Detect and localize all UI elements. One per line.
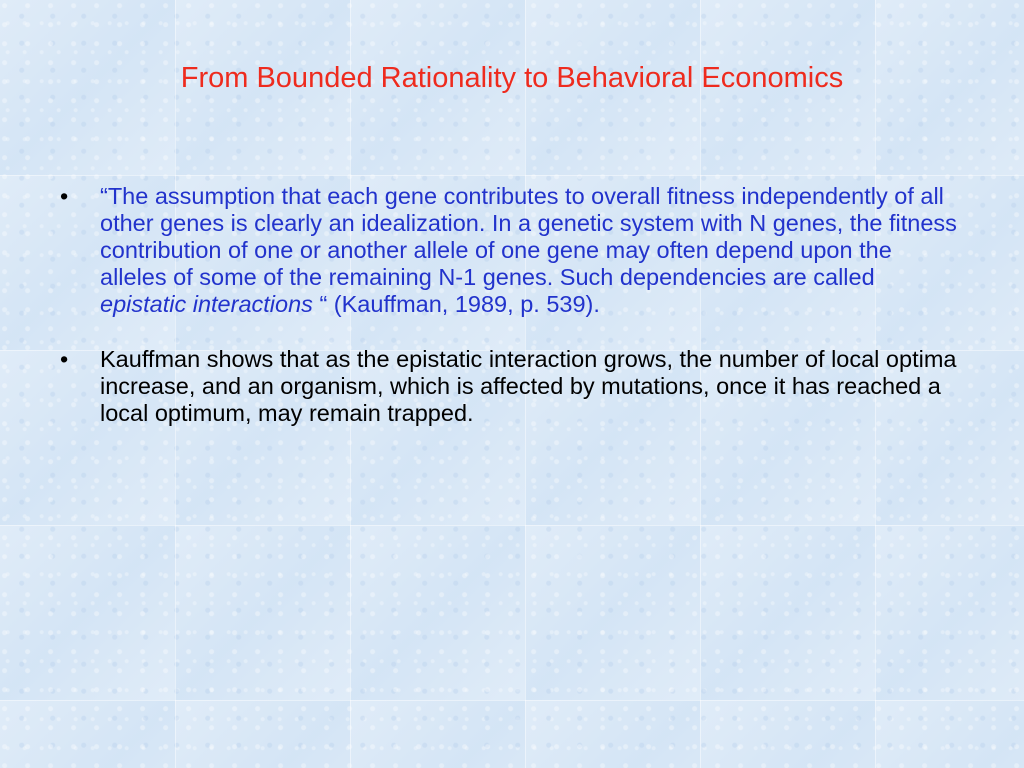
epistatic-interactions-term: epistatic interactions <box>100 291 313 317</box>
slide-body <box>60 183 960 455</box>
bullet-text: Kauffman shows that as the epistatic interaction grows, the number of local optima increase, and an organism, which is affected by mutations, once it has reached a local optimum, may remain trapped. <box>100 346 957 426</box>
background-tile-seam <box>0 525 1024 526</box>
bullet-item-kauffman <box>60 346 960 427</box>
quote-text: “The assumption that each gene contributes to overall fitness independently of all other genes is clearly an idealization. In a genetic system with N genes, the fitness contribution of one or another allele of one gene may often depend upon the alleles of some of the remaining N-1 genes. Such dependencies are called <box>100 183 957 290</box>
bullet-text <box>100 183 957 317</box>
bullet-marker: • <box>60 183 69 209</box>
background-tile-seam <box>0 700 1024 701</box>
slide-title: From Bounded Rationality to Behavioral Economics <box>180 62 844 94</box>
background-tile-seam <box>0 175 1024 176</box>
citation-text: “ (Kauffman, 1989, p. 539). <box>312 291 600 317</box>
bullet-item-quote <box>60 183 960 318</box>
bullet-marker: • <box>60 346 69 372</box>
